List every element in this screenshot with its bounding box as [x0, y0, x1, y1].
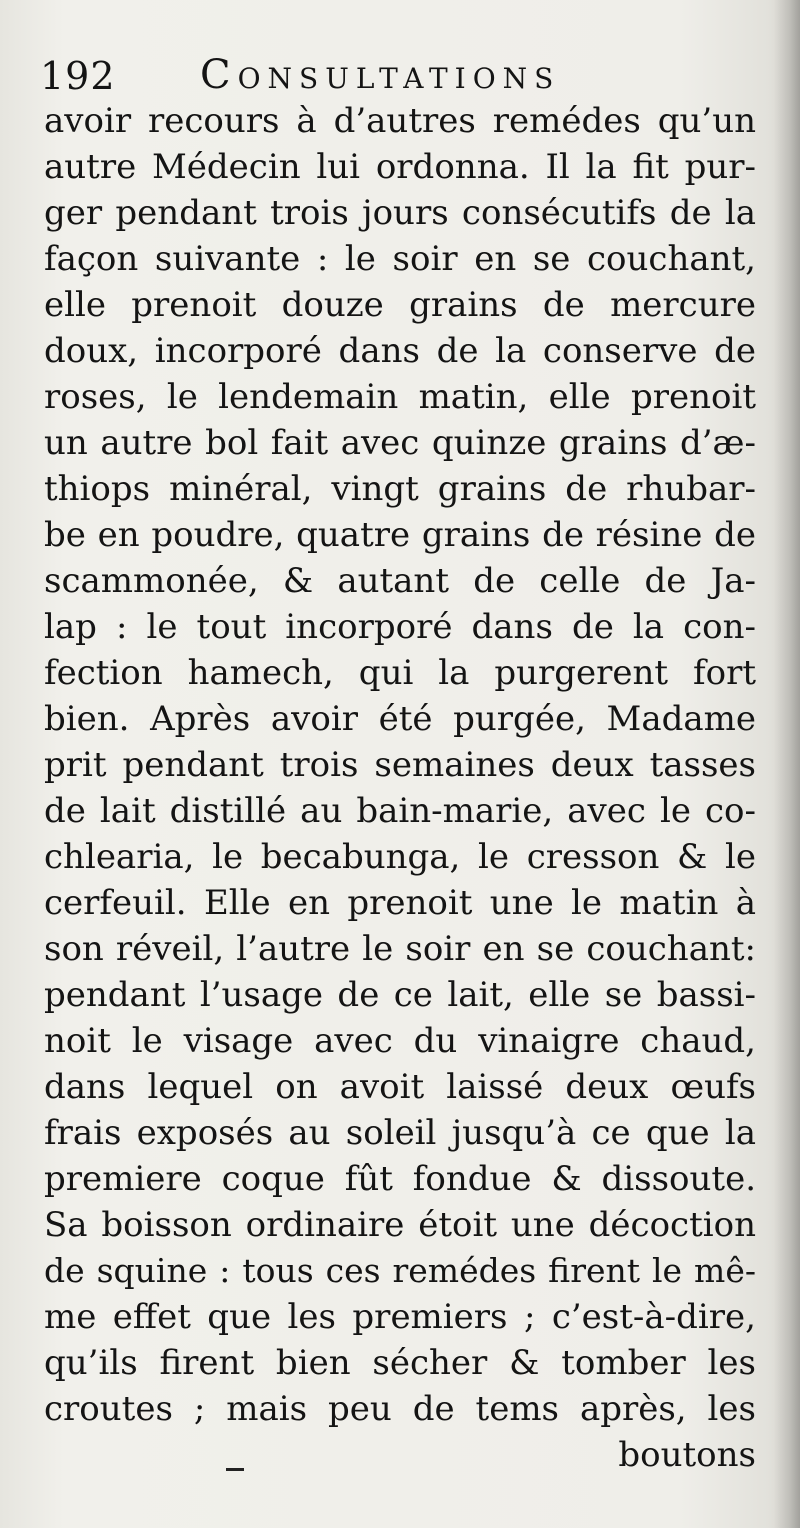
- text-line: scammonée, & autant de celle de Ja-: [44, 561, 756, 601]
- text-line: son réveil, l’autre le soir en se couchant:: [44, 929, 756, 969]
- text-line: elle prenoit douze grains de mercure: [44, 285, 756, 325]
- text-line: pendant l’usage de ce lait, elle se bassi-: [44, 975, 756, 1015]
- text-line: cerfeuil. Elle en prenoit une le matin à: [44, 883, 756, 923]
- text-line: croutes ; mais peu de tems après, les: [44, 1389, 756, 1429]
- text-line: avoir recours à d’autres remédes qu’un: [44, 101, 756, 141]
- text-line: dans lequel on avoit laissé deux œufs: [44, 1067, 756, 1107]
- text-line: Sa boisson ordinaire étoit une décoction: [44, 1205, 756, 1245]
- text-line: façon suivante : le soir en se couchant,: [44, 239, 756, 279]
- text-line: thiops minéral, vingt grains de rhubar-: [44, 469, 756, 509]
- page-header: [40, 50, 760, 102]
- text-line: frais exposés au soleil jusqu’à ce que la: [44, 1113, 756, 1153]
- text-line: lap : le tout incorporé dans de la con-: [44, 607, 756, 647]
- text-line: prit pendant trois semaines deux tasses: [44, 745, 756, 785]
- page-number: 192: [40, 54, 116, 98]
- text-line: premiere coque fût fondue & dissoute.: [44, 1159, 756, 1199]
- page-gutter-shadow: [774, 0, 800, 1528]
- catchword: boutons: [618, 1435, 756, 1475]
- text-line: doux, incorporé dans de la conserve de: [44, 331, 756, 371]
- text-line: ger pendant trois jours consécutifs de la: [44, 193, 756, 233]
- text-line: de lait distillé au bain-marie, avec le co-: [44, 791, 756, 831]
- text-line: roses, le lendemain matin, elle prenoit: [44, 377, 756, 417]
- text-line: autre Médecin lui ordonna. Il la fit pur-: [44, 147, 756, 187]
- text-line: de squine : tous ces remédes firent le mê-: [44, 1251, 756, 1290]
- text-line: me effet que les premiers ; c’est-à-dire,: [44, 1297, 756, 1337]
- text-line: bien. Après avoir été purgée, Madame: [44, 699, 756, 739]
- text-line: qu’ils firent bien sécher & tomber les: [44, 1343, 756, 1383]
- text-line: be en poudre, quatre grains de résine de: [44, 515, 756, 555]
- text-line: fection hamech, qui la purgerent fort: [44, 653, 756, 693]
- text-line: chlearia, le becabunga, le cresson & le: [44, 837, 756, 877]
- running-head: Consultations: [200, 52, 561, 98]
- body-text: [44, 98, 756, 1478]
- text-line: noit le visage avec du vinaigre chaud,: [44, 1021, 756, 1061]
- ink-mark: [226, 1468, 244, 1471]
- text-line: un autre bol fait avec quinze grains d’æ-: [44, 423, 756, 463]
